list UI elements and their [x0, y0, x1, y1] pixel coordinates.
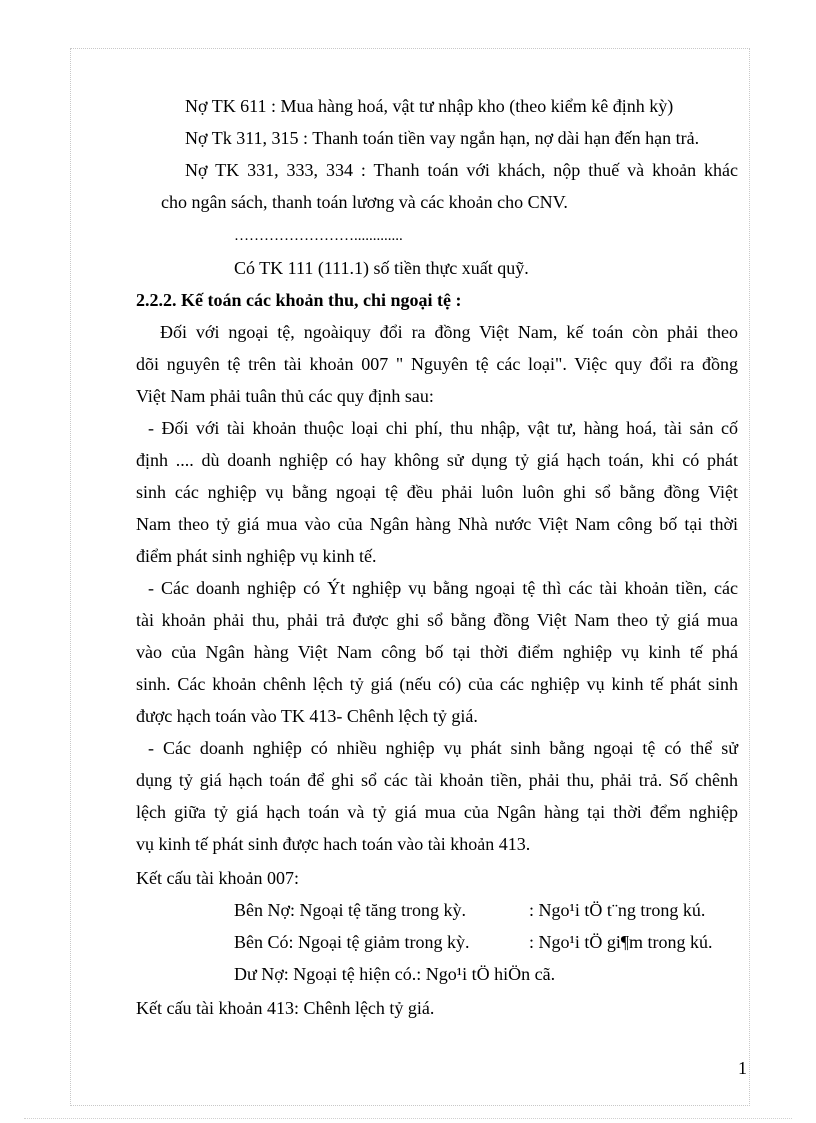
text-line: lệch giữa tỷ giá hạch toán và tỷ giá mua của Ngân hàng tại thời đểm nghiệp [136, 802, 738, 822]
text-line: - Đối với tài khoản thuộc loại chi phí, thu nhập, vật tư, hàng hoá, tài sản cố [148, 418, 738, 438]
text-line: định .... dù doanh nghiệp có hay không sử dụng tỷ giá hạch toán, khi có phát [136, 450, 738, 470]
dotted-line: ……………………............. [234, 228, 403, 244]
text-line: tài khoản phải thu, phải trả được ghi sổ bằng đồng Việt Nam theo tỷ giá mua [136, 610, 738, 630]
text-line: vụ kinh tế phát sinh được hach toán vào tài khoản 413. [136, 834, 531, 854]
text-line: Nợ TK 331, 333, 334 : Thanh toán với khách, nộp thuế và khoản khác [185, 160, 738, 180]
text-line: - Các doanh nghiệp có Ýt nghiệp vụ bằng ngoại tệ thì các tài khoản tiền, các [148, 578, 738, 598]
text-line: Dư Nợ: Ngoại tệ hiện có.: Ngo¹i tÖ hiÖn cã. [234, 964, 556, 984]
text-line: Kết cấu tài khoản 007: [136, 868, 299, 888]
text-line: Nam theo tỷ giá mua vào của Ngân hàng Nhà nước Việt Nam công bố tại thời [136, 514, 738, 534]
page-number: 1 [738, 1058, 747, 1078]
text-line: vào của Ngân hàng Việt Nam công bố tại thời điểm nghiệp vụ kinh tế phá [136, 642, 738, 662]
text-line: Nợ Tk 311, 315 : Thanh toán tiền vay ngắn hạn, nợ dài hạn đến hạn trả. [185, 128, 700, 148]
text-line: : Ngo¹i tÖ gi¶m trong kú. [529, 932, 713, 952]
text-line: Bên Có: Ngoại tệ giảm trong kỳ. [234, 932, 470, 952]
text-line: Nợ TK 611 : Mua hàng hoá, vật tư nhập kho (theo kiểm kê định kỳ) [185, 96, 674, 116]
text-line: được hạch toán vào TK 413- Chênh lệch tỷ giá. [136, 706, 478, 726]
text-line: : Ngo¹i tÖ t¨ng trong kú. [529, 900, 706, 920]
text-line: Đối với ngoại tệ, ngoàiquy đổi ra đồng Việt Nam, kế toán còn phải theo [160, 322, 738, 342]
text-line: cho ngân sách, thanh toán lương và các khoản cho CNV. [161, 192, 568, 212]
text-line: Bên Nợ: Ngoại tệ tăng trong kỳ. [234, 900, 466, 920]
bottom-border [24, 1118, 792, 1119]
text-line: sinh. Các khoản chênh lệch tỷ giá (nếu có) của các nghiệp vụ kinh tế phát sinh [136, 674, 738, 694]
text-line: Kết cấu tài khoản 413: Chênh lệch tỷ giá. [136, 998, 435, 1018]
text-line: sinh các nghiệp vụ bằng ngoại tệ đều phải luôn luôn ghi sổ bằng đồng Việt [136, 482, 738, 502]
text-line: dõi nguyên tệ trên tài khoản 007 " Nguyên tệ các loại". Việc quy đổi ra đồng [136, 354, 738, 374]
text-line: - Các doanh nghiệp có nhiều nghiệp vụ phát sinh bằng ngoại tệ có thể sử [148, 738, 738, 758]
text-line: điểm phát sinh nghiệp vụ kinh tế. [136, 546, 377, 566]
section-heading: 2.2.2. Kế toán các khoản thu, chi ngoại tệ : [136, 290, 462, 310]
text-line: Việt Nam phải tuân thủ các quy định sau: [136, 386, 434, 406]
text-line: dụng tỷ giá hạch toán để ghi sổ các tài khoản tiền, phải thu, phải trả. Số chênh [136, 770, 738, 790]
text-line: Có TK 111 (111.1) số tiền thực xuất quỹ. [234, 258, 529, 278]
